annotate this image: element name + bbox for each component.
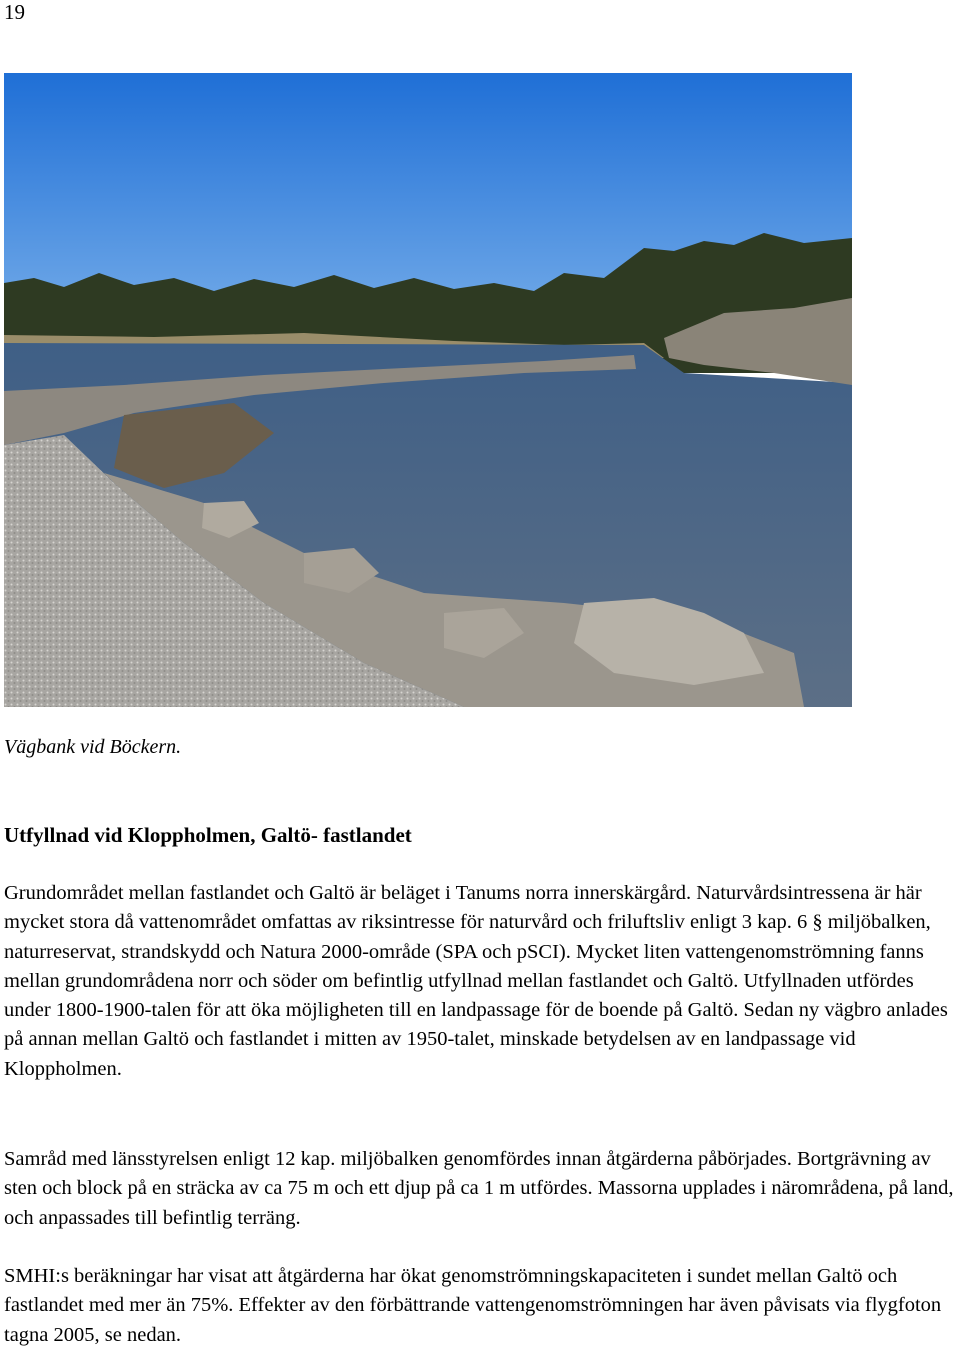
- paragraph: Grundområdet mellan fastlandet och Galtö är beläget i Tanums norra innerskärgård. Naturvårdsintressena är här mycket stora då vattenområdet omfattas av riksintresse för naturvård och friluftsliv enligt 3 kap. 6 § miljöbalken, naturreservat, strandskydd och Natura 2000-område (SPA och pSCI). Mycket liten vattengenomströmning fanns mellan grundområdena norr och söder om befintlig utfyllnad mellan fastlandet och Galtö. Utfyllnaden utfördes under 1800-1900-talen för att öka möjligheten till en landpassage för de boende på Galtö. Sedan ny vägbro anlades på annan mellan Galtö och fastlandet i mitten av 1950-talet, minskade betydelsen av en landpassage vid Kloppholmen.: [4, 882, 948, 1080]
- page-number: 19: [4, 0, 25, 24]
- paragraph: SMHI:s beräkningar har visat att åtgärderna har ökat genomströmningskapaciteten i sundet mellan Galtö och fastlandet med mer än 75%. Effekter av den förbättrande vattengenomströmningen har även påvisats via flygfoton tagna 2005, se nedan.: [4, 1265, 942, 1346]
- paragraph: Samråd med länsstyrelsen enligt 12 kap. miljöbalken genomfördes innan åtgärderna påbörjades. Bortgrävning av sten och block på en sträcka av ca 75 m och ett djup på ca 1 m utfördes. Massorna upplades i närområdena, på land, och anpassades till befintlig terräng.: [4, 1148, 954, 1229]
- section-heading: Utfyllnad vid Kloppholmen, Galtö- fastlandet: [4, 823, 412, 847]
- causeway-photo: [4, 73, 852, 707]
- figure-caption: Vägbank vid Böckern.: [4, 736, 182, 758]
